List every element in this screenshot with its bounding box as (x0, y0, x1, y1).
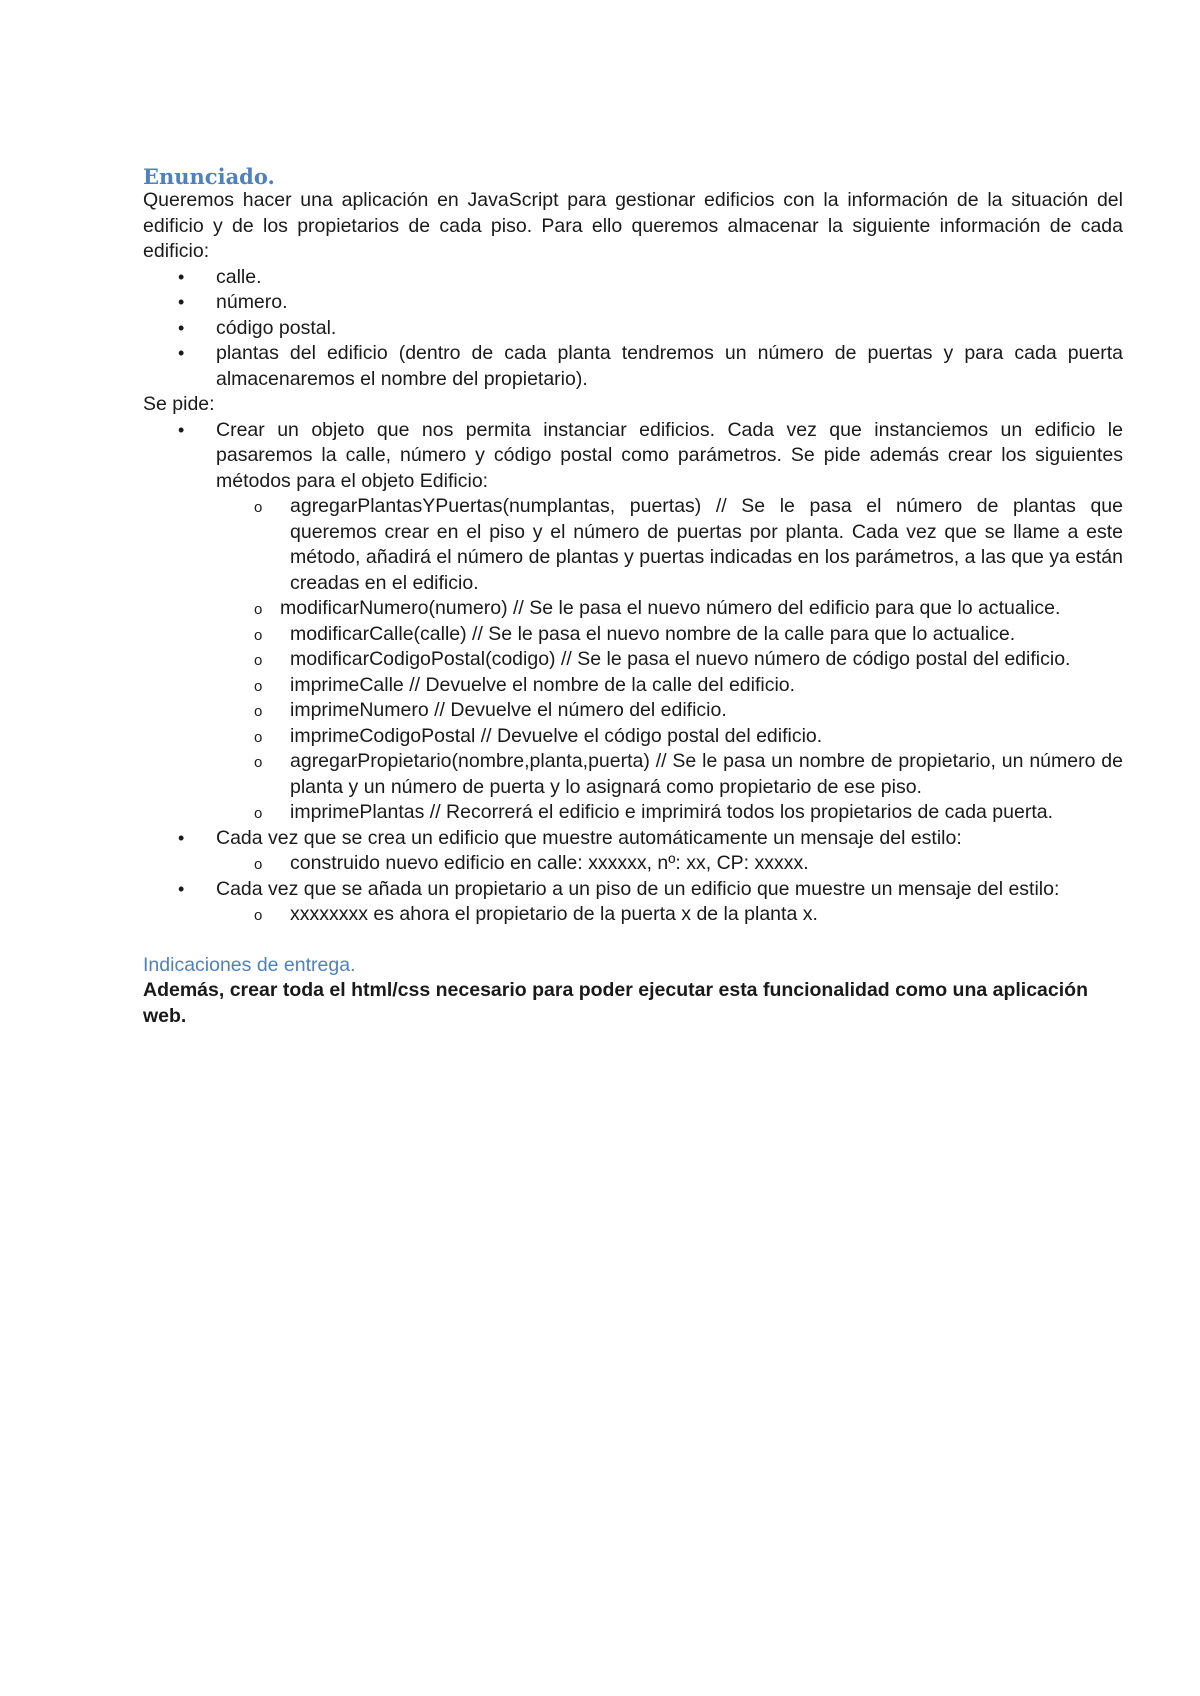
method-item: o modificarNumero(numero) // Se le pasa el nuevo número del edificio para que lo actualice. (216, 596, 1123, 622)
bullet-icon: • (178, 878, 185, 899)
list-item: • plantas del edificio (dentro de cada planta tendremos un número de puertas y para cada puerta almacenaremos el nombre del propietario). (178, 342, 1123, 390)
circle-bullet-icon: o (254, 703, 263, 720)
se-pide-label: Se pide: (143, 393, 215, 415)
method-item: o agregarPlantasYPuertas(numplantas, puertas) // Se le pasa el número de plantas que queremos crear en el piso y el número de puertas por planta. Cada vez que se llame a este método, añadirá el número de plantas y puertas indicadas en los parámetros, a las que ya están creadas en el edificio. (254, 495, 1123, 594)
info-list (143, 265, 1123, 393)
list-item: • calle. (143, 265, 1123, 291)
bullet-icon: • (178, 343, 185, 363)
example-list (143, 851, 1123, 877)
method-item: o imprimeCodigoPostal // Devuelve el código postal del edificio. (216, 724, 1123, 750)
method-item: o imprimePlantas // Recorrerá el edificio e imprimirá todos los propietarios de cada puerta. (216, 800, 1123, 826)
task-item-objeto: • Crear un objeto que nos permita instanciar edificios. Cada vez que instanciemos un edificio le pasaremos la calle, número y código postal como parámetros. Se pide además crear los siguientes métodos para el objeto Edificio: o agregarPlantasYPuertas(numplantas, puertas) // Se le pasa el número de plantas que queremos crear en el piso y el número de puertas por planta. Cada vez que se llame a este método, añadirá el número de plantas y puertas indicadas en los parámetros, a las que ya están creadas en el edificio. o modificarNumero(numero) // Se le pasa el nuevo número del edificio para que lo actualice. o modificarCalle(calle) // Se le pasa el nuevo nombre de la calle para que lo actualice. o modificarCodigoPostal(codigo) // Se le pasa el nuevo número de código postal del edificio. o imprimeCalle // Devuelve el nombre de la calle del edificio. o imprimeNumero // Devuelve el número del edificio. o imprimeCodigoPostal // Devuelve el código postal del edificio. o agregarPropietario(nombre,planta,puerta) // Se le pasa un nombre de propietario, un número de planta y un número de puerta y lo asignará como propietario de ese piso. o imprimePlantas // Recorrerá el edificio e imprimirá todos los propietarios de cada puerta. (143, 418, 1123, 826)
task-item-mensaje-propietario: • Cada vez que se añada un propietario a un piso de un edificio que muestre un mensaje del estilo: o xxxxxxxx es ahora el propietario de la puerta x de la planta x. (143, 877, 1123, 928)
delivery-paragraph: Además, crear toda el html/css necesario para poder ejecutar esta funcionalidad como una aplicación web. (143, 979, 1088, 1027)
list-item: • número. (143, 290, 1123, 316)
tasks-list (143, 418, 1123, 928)
heading-enunciado: Enunciado. (143, 164, 275, 189)
circle-bullet-icon: o (254, 652, 263, 669)
method-item: o modificarCodigoPostal(codigo) // Se le pasa el nuevo número de código postal del edificio. (216, 647, 1123, 673)
document-page (143, 163, 1123, 1029)
intro-paragraph: Queremos hacer una aplicación en JavaScript para gestionar edificios con la información de la situación del edificio y de los propietarios de cada piso. Para ello queremos almacenar la siguiente información de cada edificio: (143, 189, 1123, 262)
task-item-mensaje-creacion: • Cada vez que se crea un edificio que muestre automáticamente un mensaje del estilo: o construido nuevo edificio en calle: xxxxxx, nº: xx, CP: xxxxx. (143, 826, 1123, 877)
bullet-icon: • (178, 419, 185, 440)
bullet-icon: • (178, 827, 185, 848)
circle-bullet-icon: o (254, 601, 263, 618)
circle-bullet-icon: o (254, 626, 263, 644)
methods-list (143, 494, 1123, 826)
example-list (143, 902, 1123, 928)
method-item: o imprimeCalle // Devuelve el nombre de la calle del edificio. (216, 673, 1123, 699)
circle-bullet-icon: o (254, 805, 263, 822)
bullet-icon: • (178, 292, 185, 312)
circle-bullet-icon: o (254, 907, 263, 924)
method-item: o imprimeNumero // Devuelve el número del edificio. (216, 698, 1123, 724)
method-item: o agregarPropietario(nombre,planta,puerta) // Se le pasa un nombre de propietario, un número de planta y un número de puerta y lo asignará como propietario de ese piso. (254, 750, 1123, 798)
bullet-icon: • (178, 266, 185, 287)
heading-indicaciones: Indicaciones de entrega. (143, 953, 356, 976)
circle-bullet-icon: o (254, 677, 263, 695)
example-item: o construido nuevo edificio en calle: xxxxxx, nº: xx, CP: xxxxx. (216, 851, 1123, 877)
bullet-icon: • (178, 317, 185, 338)
list-item: • código postal. (143, 316, 1123, 342)
circle-bullet-icon: o (254, 499, 263, 516)
method-item: o modificarCalle(calle) // Se le pasa el nuevo nombre de la calle para que lo actualice. (216, 622, 1123, 648)
circle-bullet-icon: o (254, 728, 263, 746)
circle-bullet-icon: o (254, 856, 263, 873)
example-item: o xxxxxxxx es ahora el propietario de la puerta x de la planta x. (216, 902, 1123, 928)
circle-bullet-icon: o (254, 754, 263, 771)
